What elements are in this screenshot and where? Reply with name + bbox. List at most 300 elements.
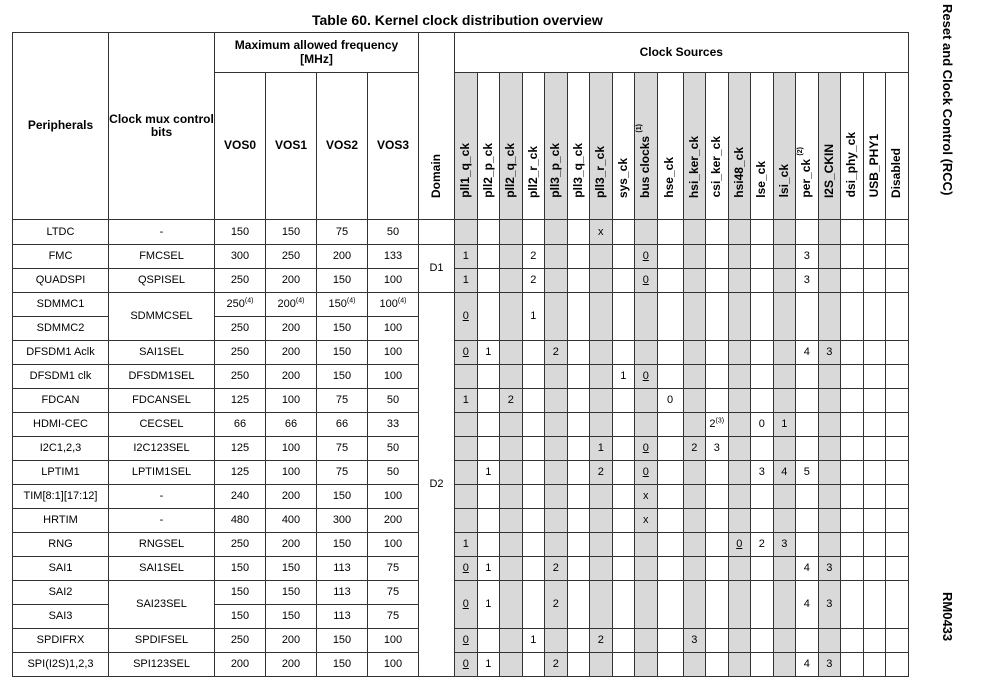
freq-cell xyxy=(215,485,266,509)
freq-value: 200 xyxy=(281,346,301,359)
table-row xyxy=(13,509,909,533)
peripheral-cell: SDMMC2 xyxy=(13,317,109,341)
source-cell xyxy=(477,557,500,581)
source-value: 2 xyxy=(507,394,514,407)
freq-value: 150 xyxy=(230,562,250,575)
freq-cell xyxy=(266,341,317,365)
source-cell xyxy=(706,245,729,269)
freq-value: 250 xyxy=(230,322,250,335)
source-label xyxy=(527,146,540,198)
freq-value: 150 xyxy=(328,298,347,311)
peripheral-cell: SPDIFRX xyxy=(13,629,109,653)
source-label xyxy=(733,147,746,198)
source-cell xyxy=(863,220,886,245)
source-value: 1 xyxy=(462,394,469,407)
freq-value: 100 xyxy=(281,466,301,479)
source-value: 2 xyxy=(597,466,604,479)
source-cell xyxy=(683,365,706,389)
source-cell xyxy=(477,461,500,485)
source-cell xyxy=(612,293,635,341)
source-cell xyxy=(590,293,613,341)
source-cell xyxy=(477,629,500,653)
table-row xyxy=(13,389,909,413)
source-header xyxy=(545,73,568,220)
source-cell xyxy=(635,461,658,485)
source-cell xyxy=(773,341,796,365)
source-cell xyxy=(522,365,545,389)
source-cell xyxy=(567,629,590,653)
source-cell xyxy=(545,461,568,485)
source-label-text: bus clocks xyxy=(638,135,653,198)
freq-cell xyxy=(368,341,419,365)
source-cell xyxy=(728,220,751,245)
source-value: 0 xyxy=(758,418,765,431)
source-label-text: pll3_p_ck xyxy=(548,143,563,198)
source-cell xyxy=(728,293,751,341)
freq-value: 100 xyxy=(383,538,403,551)
source-cell xyxy=(841,581,864,629)
source-cell xyxy=(706,461,729,485)
source-label-text: pll1_q_ck xyxy=(458,143,473,198)
source-cell xyxy=(751,269,774,293)
freq-value: 250 xyxy=(230,634,250,647)
source-cell xyxy=(522,341,545,365)
source-cell xyxy=(773,461,796,485)
freq-value: 125 xyxy=(230,466,250,479)
source-cell xyxy=(796,413,819,437)
source-cell xyxy=(796,509,819,533)
source-label xyxy=(572,143,585,198)
source-cell xyxy=(728,581,751,629)
freq-value: 150 xyxy=(281,586,301,599)
freq-value: 75 xyxy=(335,225,349,238)
source-cell xyxy=(612,341,635,365)
mux-cell: RNGSEL xyxy=(109,533,215,557)
peripheral-cell: I2C1,2,3 xyxy=(13,437,109,461)
source-value: 0 xyxy=(642,274,649,287)
freq-cell xyxy=(215,557,266,581)
table-row xyxy=(13,485,909,509)
source-value: 3 xyxy=(713,442,720,455)
mux-cell: QSPISEL xyxy=(109,269,215,293)
source-label-text: pll2_q_ck xyxy=(503,143,518,198)
source-cell xyxy=(455,461,478,485)
source-cell xyxy=(612,365,635,389)
source-label-text: pll3_q_ck xyxy=(570,143,585,198)
source-label-text: pll2_p_ck xyxy=(480,143,495,198)
mux-cell: - xyxy=(109,509,215,533)
freq-cell xyxy=(266,485,317,509)
peripheral-cell: TIM[8:1][17:12] xyxy=(13,485,109,509)
source-cell xyxy=(683,220,706,245)
source-cell xyxy=(863,557,886,581)
source-cell xyxy=(796,557,819,581)
source-cell xyxy=(728,389,751,413)
source-cell xyxy=(818,413,841,437)
freq-cell xyxy=(317,269,368,293)
source-value: 1 xyxy=(462,274,469,287)
source-value: 4 xyxy=(781,466,788,479)
source-cell xyxy=(751,533,774,557)
source-cell xyxy=(567,461,590,485)
source-value: 3 xyxy=(826,658,833,671)
source-cell xyxy=(455,365,478,389)
source-value: 2 xyxy=(709,418,716,431)
source-cell xyxy=(635,533,658,557)
source-cell xyxy=(455,245,478,269)
source-value: 1 xyxy=(597,442,604,455)
freq-value: 250 xyxy=(230,370,250,383)
source-value: 0 xyxy=(642,370,649,383)
source-cell xyxy=(590,629,613,653)
source-cell xyxy=(500,389,523,413)
source-value: 2 xyxy=(530,250,537,263)
freq-cell xyxy=(368,485,419,509)
freq-value: 66 xyxy=(284,418,298,431)
source-cell xyxy=(751,485,774,509)
source-label xyxy=(549,143,562,198)
freq-value: 200 xyxy=(281,658,301,671)
domain-cell xyxy=(419,220,455,245)
source-cell xyxy=(886,245,909,269)
source-cell xyxy=(545,485,568,509)
source-cell xyxy=(796,437,819,461)
table-row xyxy=(13,341,909,365)
source-cell xyxy=(863,509,886,533)
source-cell xyxy=(545,629,568,653)
source-label xyxy=(823,144,836,198)
source-cell xyxy=(477,365,500,389)
source-cell xyxy=(886,533,909,557)
peripheral-cell: DFSDM1 Aclk xyxy=(13,341,109,365)
source-label-text: csi_ker_ck xyxy=(709,136,724,198)
table-row xyxy=(13,533,909,557)
freq-cell xyxy=(368,605,419,629)
table-row xyxy=(13,220,909,245)
source-value: 1 xyxy=(485,562,492,575)
freq-cell xyxy=(215,269,266,293)
source-header xyxy=(683,73,706,220)
header-row-1 xyxy=(13,33,909,73)
source-value: 3 xyxy=(803,274,810,287)
source-cell xyxy=(657,341,683,365)
source-cell xyxy=(796,581,819,629)
freq-value: 100 xyxy=(281,442,301,455)
source-cell xyxy=(863,629,886,653)
source-cell xyxy=(728,533,751,557)
freq-cell xyxy=(266,533,317,557)
source-value: 4 xyxy=(803,598,810,611)
source-cell xyxy=(818,509,841,533)
freq-cell xyxy=(215,581,266,605)
source-cell xyxy=(886,389,909,413)
source-header xyxy=(477,73,500,220)
freq-value: 300 xyxy=(332,514,352,527)
freq-cell xyxy=(368,269,419,293)
mux-cell: FDCANSEL xyxy=(109,389,215,413)
source-cell xyxy=(683,485,706,509)
source-header xyxy=(590,73,613,220)
source-cell xyxy=(635,293,658,341)
source-header xyxy=(728,73,751,220)
source-label-text: sys_ck xyxy=(615,157,630,198)
source-cell xyxy=(567,220,590,245)
freq-cell xyxy=(215,365,266,389)
freq-cell xyxy=(215,413,266,437)
source-value: 4 xyxy=(803,346,810,359)
source-cell xyxy=(567,533,590,557)
source-value: 3 xyxy=(826,562,833,575)
source-cell xyxy=(522,413,545,437)
source-cell xyxy=(841,293,864,341)
source-cell xyxy=(590,485,613,509)
freq-cell xyxy=(317,437,368,461)
freq-cell xyxy=(266,557,317,581)
source-cell xyxy=(683,557,706,581)
freq-value: 100 xyxy=(383,658,403,671)
freq-value: 100 xyxy=(281,394,301,407)
source-cell xyxy=(773,220,796,245)
source-cell xyxy=(657,533,683,557)
source-cell xyxy=(477,533,500,557)
source-cell xyxy=(818,269,841,293)
source-cell xyxy=(657,365,683,389)
freq-value: 150 xyxy=(230,610,250,623)
freq-note: (4) xyxy=(295,297,305,305)
freq-value: 100 xyxy=(383,274,403,287)
source-cell xyxy=(522,245,545,269)
table-row xyxy=(13,461,909,485)
mux-cell: - xyxy=(109,485,215,509)
peripheral-cell: SAI3 xyxy=(13,605,109,629)
source-cell xyxy=(545,269,568,293)
freq-cell xyxy=(215,220,266,245)
source-cell xyxy=(635,245,658,269)
source-cell xyxy=(818,629,841,653)
source-value: 3 xyxy=(826,598,833,611)
source-cell xyxy=(886,629,909,653)
source-header xyxy=(657,73,683,220)
domain-header-label: Domain xyxy=(428,153,443,198)
table-row xyxy=(13,245,909,269)
source-value: 1 xyxy=(485,598,492,611)
freq-value: 100 xyxy=(379,298,398,311)
freq-cell xyxy=(368,413,419,437)
source-cell xyxy=(683,581,706,629)
source-cell xyxy=(477,269,500,293)
source-cell xyxy=(477,485,500,509)
freq-value: 200 xyxy=(281,274,301,287)
source-cell xyxy=(796,293,819,341)
source-cell xyxy=(841,389,864,413)
freq-value: 113 xyxy=(333,562,351,575)
source-cell xyxy=(500,461,523,485)
source-cell xyxy=(683,293,706,341)
source-header xyxy=(796,73,819,220)
source-value: x xyxy=(643,514,649,527)
freq-cell xyxy=(317,413,368,437)
source-cell xyxy=(841,341,864,365)
source-cell xyxy=(683,413,706,437)
source-cell xyxy=(612,581,635,629)
source-cell xyxy=(683,269,706,293)
source-header xyxy=(500,73,523,220)
freq-value: 66 xyxy=(335,418,349,431)
source-cell xyxy=(886,293,909,341)
freq-value: 300 xyxy=(230,250,250,263)
freq-cell xyxy=(317,629,368,653)
source-value: 5 xyxy=(803,466,810,479)
source-value: 1 xyxy=(530,634,537,647)
freq-value: 150 xyxy=(332,274,352,287)
source-cell xyxy=(683,437,706,461)
source-cell xyxy=(500,509,523,533)
source-cell xyxy=(863,341,886,365)
source-cell xyxy=(773,413,796,437)
source-cell xyxy=(728,629,751,653)
peripherals-header: Peripherals xyxy=(13,33,109,220)
freq-value: 66 xyxy=(233,418,247,431)
source-cell xyxy=(635,557,658,581)
freq-value: 75 xyxy=(335,466,349,479)
source-cell xyxy=(522,581,545,629)
source-cell xyxy=(522,629,545,653)
source-cell xyxy=(635,365,658,389)
source-cell xyxy=(751,629,774,653)
source-cell xyxy=(567,293,590,341)
source-cell xyxy=(657,629,683,653)
source-label xyxy=(459,143,472,198)
source-cell xyxy=(751,557,774,581)
source-cell xyxy=(886,461,909,485)
source-cell xyxy=(773,365,796,389)
source-label xyxy=(755,161,768,198)
peripheral-cell: SAI2 xyxy=(13,581,109,605)
source-cell xyxy=(728,269,751,293)
source-cell xyxy=(522,269,545,293)
source-cell xyxy=(886,557,909,581)
source-cell xyxy=(567,557,590,581)
source-cell xyxy=(863,413,886,437)
freq-value: 200 xyxy=(230,658,250,671)
source-cell xyxy=(635,437,658,461)
freq-value: 50 xyxy=(386,225,400,238)
source-value: 0 xyxy=(666,394,674,407)
source-cell xyxy=(796,629,819,653)
freq-cell xyxy=(368,461,419,485)
source-value: 0 xyxy=(462,310,469,323)
source-cell xyxy=(477,389,500,413)
source-cell xyxy=(728,365,751,389)
source-cell xyxy=(590,245,613,269)
source-cell xyxy=(796,389,819,413)
freq-cell xyxy=(266,605,317,629)
source-cell xyxy=(590,437,613,461)
source-cell xyxy=(796,533,819,557)
source-label xyxy=(617,158,630,198)
freq-cell xyxy=(368,437,419,461)
source-cell xyxy=(728,341,751,365)
source-label xyxy=(688,136,701,198)
source-cell xyxy=(500,437,523,461)
freq-value: 75 xyxy=(386,586,400,599)
source-cell xyxy=(751,413,774,437)
table-row xyxy=(13,293,909,317)
source-cell xyxy=(796,245,819,269)
source-cell xyxy=(773,509,796,533)
source-cell xyxy=(612,245,635,269)
freq-value: 250 xyxy=(230,538,250,551)
source-value: 1 xyxy=(485,346,492,359)
source-value: x xyxy=(598,225,604,238)
source-cell xyxy=(683,533,706,557)
source-cell xyxy=(635,413,658,437)
source-cell xyxy=(455,341,478,365)
peripheral-cell: DFSDM1 clk xyxy=(13,365,109,389)
source-cell xyxy=(522,533,545,557)
source-cell xyxy=(567,413,590,437)
source-cell xyxy=(612,437,635,461)
source-label xyxy=(778,164,791,197)
source-value: 4 xyxy=(803,562,810,575)
freq-cell xyxy=(317,220,368,245)
freq-value: 150 xyxy=(332,634,352,647)
source-cell xyxy=(477,437,500,461)
source-cell xyxy=(841,485,864,509)
source-cell xyxy=(706,220,729,245)
source-cell xyxy=(706,533,729,557)
source-cell xyxy=(706,509,729,533)
source-cell xyxy=(567,365,590,389)
source-label xyxy=(710,136,723,197)
source-label-note: (1) xyxy=(636,123,644,133)
peripheral-cell: LPTIM1 xyxy=(13,461,109,485)
source-cell xyxy=(657,413,683,437)
freq-cell xyxy=(317,293,368,317)
source-cell xyxy=(522,557,545,581)
peripheral-cell: SPI(I2S)1,2,3 xyxy=(13,653,109,677)
source-cell xyxy=(818,533,841,557)
source-label-text: pll2_r_ck xyxy=(525,145,540,198)
source-cell xyxy=(590,509,613,533)
source-cell xyxy=(545,220,568,245)
source-cell xyxy=(567,269,590,293)
source-cell xyxy=(545,533,568,557)
freq-value: 125 xyxy=(230,394,250,407)
freq-cell xyxy=(215,317,266,341)
freq-value: 150 xyxy=(332,322,352,335)
mux-cell: CECSEL xyxy=(109,413,215,437)
freq-cell xyxy=(266,245,317,269)
freq-value: 240 xyxy=(230,490,250,503)
source-label-text: hsi48_ck xyxy=(731,147,746,198)
peripheral-cell: LTDC xyxy=(13,220,109,245)
source-value: 2 xyxy=(552,658,559,671)
freq-cell xyxy=(215,605,266,629)
source-cell xyxy=(500,413,523,437)
source-cell xyxy=(728,245,751,269)
source-cell xyxy=(567,389,590,413)
source-cell xyxy=(773,245,796,269)
source-cell xyxy=(751,581,774,629)
freq-value: 100 xyxy=(383,634,403,647)
freq-value: 125 xyxy=(230,442,250,455)
freq-cell xyxy=(368,220,419,245)
source-cell xyxy=(818,220,841,245)
source-cell xyxy=(683,509,706,533)
source-label-text: lse_ck xyxy=(754,161,769,198)
source-cell xyxy=(886,269,909,293)
